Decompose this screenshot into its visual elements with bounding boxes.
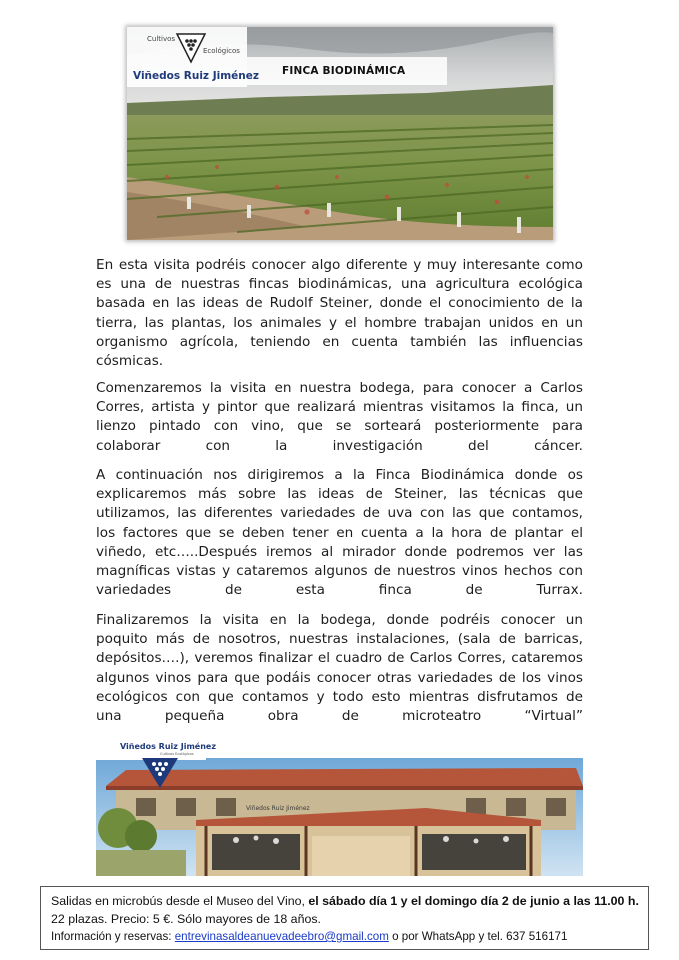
text-line: utilizamos, las diferentes variedades de uva con las que contamos, <box>96 505 583 522</box>
winery-logo-sub: Cultivos Ecológicos <box>160 752 194 756</box>
departure-line <box>51 892 638 910</box>
paragraph-final <box>96 611 583 726</box>
text-line: colaborar con la investigación del cáncer. <box>96 437 583 454</box>
winery-building-image <box>96 740 583 876</box>
logo-text-cultivos: Cultivos <box>147 35 176 43</box>
paragraph-bodega <box>96 379 583 456</box>
departure-text: Salidas en microbús desde el Museo del Vino, <box>51 894 309 908</box>
text-line: una pequeña obra de microteatro “Virtual” <box>96 708 583 725</box>
logo-text-ecologicos: Ecológicos <box>203 47 240 55</box>
text-line: ecológicos con que contamos y todo esto mientras disfrutamos de <box>96 688 583 705</box>
text-line: explicaremos más sobre las ideas de Steiner, las técnicas que <box>96 486 583 503</box>
winery-logo-brand: Viñedos Ruiz Jiménez <box>120 742 216 751</box>
contact-line <box>51 928 638 946</box>
text-line: poquito más de nosotros, nuestras instalaciones, (sala de barricas, <box>96 631 583 648</box>
text-line: viñedo, etc…..Después iremos al mirador donde podremos ver las <box>96 543 583 560</box>
logo-brand-name: Viñedos Ruiz Jiménez <box>133 70 259 82</box>
text-line: es una de nuestras fincas biodinámicas, una agricultura ecológica <box>96 276 583 293</box>
text-line: A continuación nos dirigiremos a la Finca Biodinámica donde os <box>96 467 583 483</box>
contact-suffix: o por WhatsApp y tel. 637 516171 <box>388 930 568 943</box>
facade-sign: Viñedos Ruiz Jiménez <box>246 805 310 812</box>
text-line: basada en las ideas de Rudolf Steiner, donde el conocimiento de la <box>96 295 583 312</box>
booking-info-box <box>40 886 649 950</box>
text-line: los factores que se deben tener en cuenta a la hora de plantar el <box>96 524 583 541</box>
departure-date: el sábado día 1 y el domingo día 2 de junio a las 11.00 h. <box>308 894 639 908</box>
text-line: En esta visita podréis conocer algo diferente y muy interesante como <box>96 257 583 273</box>
banner-title: FINCA BIODINÁMICA <box>282 65 406 77</box>
text-line: Finalizaremos la visita en la bodega, donde podréis conocer un <box>96 612 583 628</box>
text-line: organismo agrícola, teniendo en cuenta también las influencias <box>96 333 583 350</box>
paragraph-finca <box>96 466 583 600</box>
text-line: cósmicas. <box>96 353 164 370</box>
text-line: magníficas vistas y cataremos algunos de nuestros vinos hechos con <box>96 563 583 580</box>
text-line: variedades de esta finca de Turrax. <box>96 582 583 599</box>
seats-price-line: 22 plazas. Precio: 5 €. Sólo mayores de 18 años. <box>51 912 321 926</box>
contact-prefix: Información y reservas: <box>51 930 175 943</box>
text-line: Corres, artista y pintor que realizará mientras visitamos la finca, un <box>96 399 583 416</box>
winery-building <box>96 740 583 876</box>
text-line: tierra, las plantas, los animales y el hombre trabajan unidos en un <box>96 314 583 331</box>
brand-logo <box>131 30 259 86</box>
email-link[interactable]: entrevinasaldeanuevadeebro@gmail.com <box>174 930 389 943</box>
vineyard-banner-image <box>127 27 553 240</box>
text-line: Comenzaremos la visita en nuestra bodega, para conocer a Carlos <box>96 380 583 396</box>
text-line: lienzo pintado con vino, que se sorteará posteriormente para <box>96 418 583 435</box>
grape-shield-icon <box>175 32 207 64</box>
paragraph-intro <box>96 256 583 371</box>
text-line: algunos vinos para que podáis conocer otras variedades de los vinos <box>96 669 583 686</box>
text-line: depósitos….), veremos finalizar el cuadro de Carlos Corres, cataremos <box>96 650 583 667</box>
